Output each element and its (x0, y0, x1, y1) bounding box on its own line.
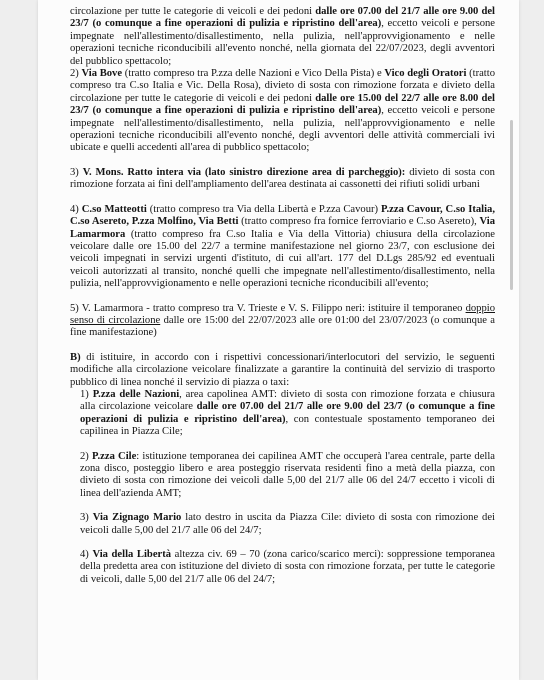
document-body (70, 6, 495, 586)
paragraph-b1: 1) P.zza delle Nazioni, area capolinea AMT: divieto di sosta con rimozione forzata e chiusura alla circolazione veicolare dalle ore 07.00 del 21/7 alle ore 9.00 del 23/7 (o comunque a fine operazioni di pulizia e ripristino dell'area), con contestuale spostamento temporaneo dei capilinea in Piazza Cile; (80, 388, 495, 438)
paragraph-a1-continued: circolazione per tutte le categorie di veicoli e dei pedoni dalle ore 07.00 del 21/7 alle ore 9.00 del 23/7 (o comunque a fine operazioni di pulizia e ripristino dell'area), eccetto veicoli e persone impegnate nell'allestimento/disallestimento, nella pulizia, nell'approvvigionamento e nelle operazioni tecniche riconducibili all'evento nonché, nella giornata del 22/07/2023, degli avventori del pubblico spettacolo; (70, 6, 495, 67)
paragraph-b2: 2) P.zza Cile: istituzione temporanea dei capilinea AMT che occuperà l'area centrale, parte della zona disco, posteggio libero e area posteggio riservata residenti fino a metà della piazza, con divieto di sosta con rimozione dei veicoli dalle 5,00 del 21/7 alle 06 del 24/7 eccetto i vicoli di linea dell'azienda AMT; (80, 450, 495, 499)
paragraph-a3: 3) V. Mons. Ratto intera via (lato sinistro direzione area di parcheggio): divieto di sosta con rimozione forzata ai fini dell'ampliamento dell'area destinata ai cassonetti dei rifiuti solidi urbani (70, 166, 495, 191)
paragraph-a5: 5) V. Lamarmora - tratto compreso tra V. Trieste e V. S. Filippo neri: istituire il temporaneo doppio senso di circolazione dalle ore 15:00 del 22/07/2023 alle ore 01:00 del 23/07/2023 (o comunque a fine manifestazione) (70, 302, 495, 339)
section-b-intro: B) di istituire, in accordo con i rispettivi concessionari/interlocutori del servizio, le seguenti modifiche alla circolazione veicolare finalizzate a garantire la continuità del servizio di trasporto pubblico di linea nonché il servizio di piazza o taxi: (70, 351, 495, 388)
scrollbar[interactable] (510, 120, 513, 290)
paragraph-a4: 4) C.so Matteotti (tratto compreso tra Via della Libertà e P.zza Cavour) P.zza Cavour, C.so Italia, C.so Asereto, P.zza Molfino, Via Betti (tratto compreso fra fornice ferroviario e C.so Asereto), Via Lamarmora (tratto compreso fra C.so Italia e Via della Vittoria) chiusura della circolazione veicolare dalle ore 15.00 del 22/7 a termine manifestazione nel giorno 23/7, con esclusione dei veicoli impegnati in servizi urgenti d'istituto, di cui all'art. 177 del D.Lgs 285/92 ed eventuali veicoli autorizzati al transito, nonché quelli che impegnate nell'allestimento/disallestimento, nella pulizia, nell'approvvigionamento e nelle operazioni tecniche riconducibili all'evento; (70, 203, 496, 290)
paragraph-b4: 4) Via della Libertà altezza civ. 69 – 70 (zona carico/scarico merci): soppressione temporanea della predetta area con istituzione del divieto di sosta con rimozione forzata, per tutte le categorie di veicoli, dalle 5,00 del 21/7 alle 06 del 24/7; (80, 549, 495, 585)
paragraph-a2: 2) Via Bove (tratto compreso tra P.zza delle Nazioni e Vico Della Pista) e Vico degli Oratori (tratto compreso tra C.so Italia e Vic. Della Rosa), divieto di sosta con rimozione forzata e divieto della circolazione per tutte le categorie di veicoli e dei pedoni dalle ore 15.00 del 22/7 alle ore 8.00 del 23/7 (o comunque a fine operazioni di pulizia e ripristino dell'area), eccetto veicoli e persone impegnate nell'allestimento/disallestimento, nella pulizia, nell'approvvigionamento e nelle operazioni tecniche riconducibili all'evento nonché, degli avventori delle attività commerciali ivi ubicate e quelli accedenti all'area di pubblico spettacolo; (70, 68, 495, 154)
paragraph-b3: 3) Via Zignago Mario lato destro in uscita da Piazza Cile: divieto di sosta con rimozione dei veicoli dalle 5,00 del 21/7 alle 06 del 24/7; (80, 512, 496, 536)
